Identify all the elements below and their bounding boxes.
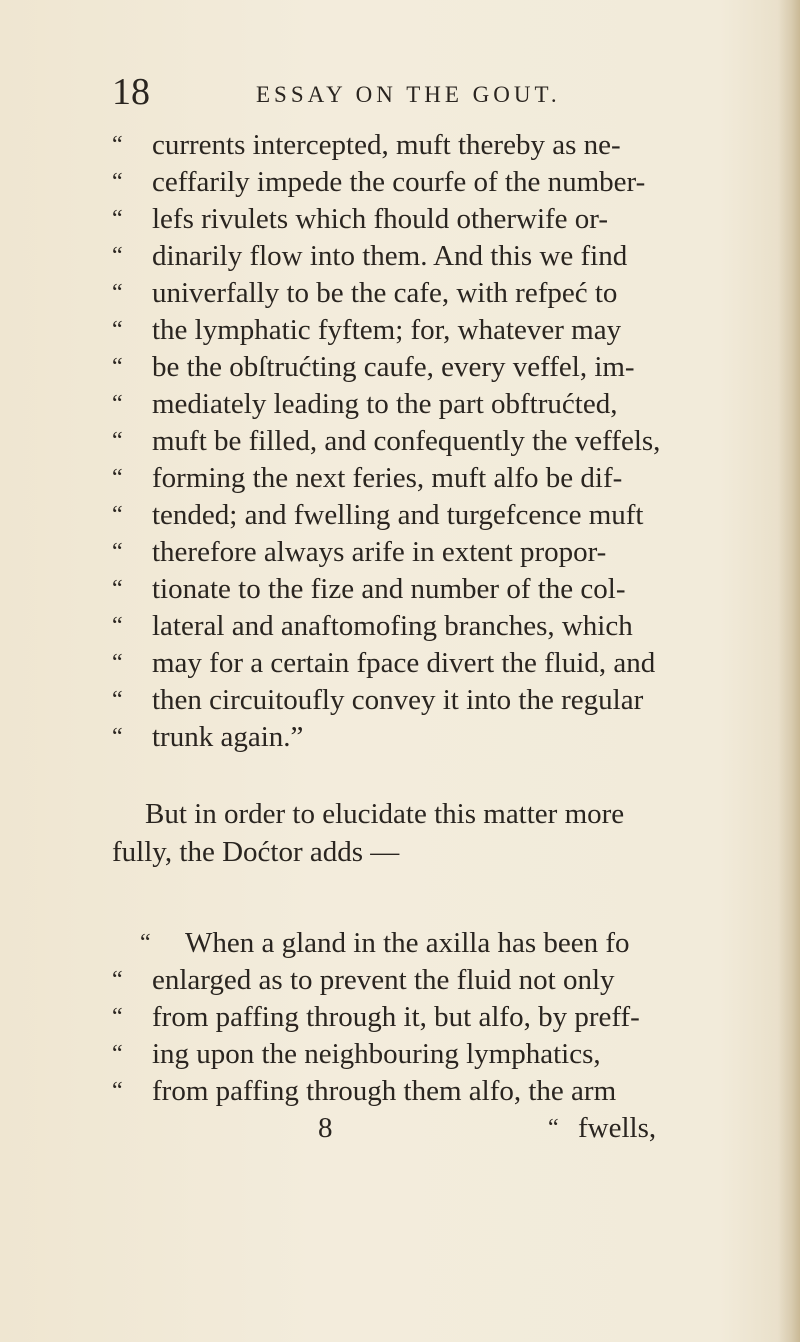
text-line: “ tionate to the fize and number of the col- — [112, 573, 626, 605]
text-line: “ then circuitoufly convey it into the regular — [112, 684, 644, 716]
text-line: “ ceffarily impede the courfe of the number- — [112, 166, 646, 198]
page-footer: 8 “ fwells, — [0, 1108, 800, 1148]
text-line: “ may for a certain fpace divert the fluid, and — [112, 647, 656, 679]
text-line: “ ing upon the neighbouring lymphatics, — [112, 1038, 601, 1070]
text-line: fully, the Doćtor adds — — [112, 836, 400, 868]
text-line: “ the lymphatic fyftem; for, whatever may — [112, 314, 622, 346]
page-number: 18 — [112, 71, 150, 113]
text-line: But in order to elucidate this matter more — [145, 798, 625, 830]
running-head: ESSAY ON THE GOUT. — [256, 82, 561, 107]
text-line: “ forming the next feries, muft alfo be dif- — [112, 462, 623, 494]
text-line: “ from paffing through them alfo, the arm — [112, 1075, 617, 1107]
text-line: “ univerfally to be the cafe, with refpeć to — [112, 277, 618, 309]
text-line: “ lateral and anaftomofing branches, which — [112, 610, 633, 642]
text-line: “ enlarged as to prevent the fluid not only — [112, 964, 615, 996]
text-line: “ mediately leading to the part obftrućted, — [112, 388, 618, 420]
text-line: “ dinarily flow into them. And this we find — [112, 240, 628, 272]
text-line: “ currents intercepted, muft thereby as ne- — [112, 129, 621, 161]
text-line: “ muft be filled, and confequently the veffels, — [112, 425, 661, 457]
catchword: fwells, — [578, 1112, 657, 1144]
text-line: “ When a gland in the axilla has been fo — [140, 927, 630, 959]
text-line: “ tended; and fwelling and turgefcence muft — [112, 499, 644, 531]
text-line: “ trunk again.” — [112, 721, 304, 753]
text-line: “ from paffing through it, but alfo, by preff- — [112, 1001, 640, 1033]
text-line: “ be the obſtrućting caufe, every veffel, im- — [112, 351, 635, 383]
text-line: “ lefs rivulets which fhould otherwife or- — [112, 203, 609, 235]
signature-mark: 8 — [318, 1112, 333, 1144]
page-header — [112, 72, 672, 112]
text-line: “ therefore always arife in extent propor- — [112, 536, 607, 568]
